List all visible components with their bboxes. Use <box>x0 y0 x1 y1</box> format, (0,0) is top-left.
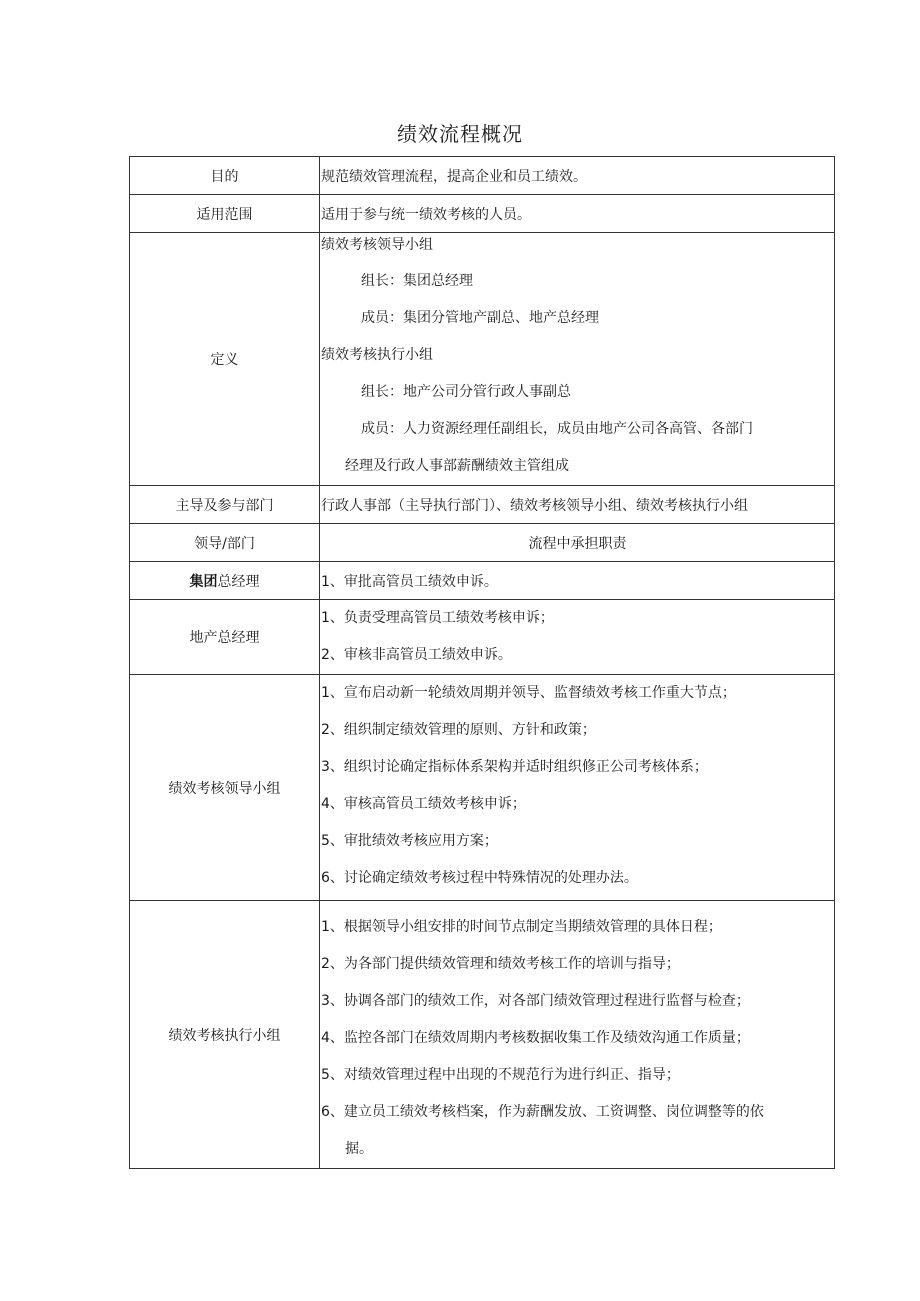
duty-item: 6、建立员工绩效考核档案，作为薪酬发放、工资调整、岗位调整等的依 <box>321 1104 764 1120</box>
scope-label: 适用范围 <box>130 195 320 233</box>
duty-item: 1、根据领导小组安排的时间节点制定当期绩效管理的具体日程； <box>321 919 722 935</box>
group-gm-label <box>130 562 320 600</box>
definition-line: 绩效考核领导小组 <box>321 237 433 253</box>
definition-line: 组长：地产公司分管行政人事副总 <box>361 384 571 400</box>
duty-item: 1、负责受理高管员工绩效考核申诉； <box>321 610 554 626</box>
page-title: 绩效流程概况 <box>397 122 523 146</box>
duty-item: 2、审核非高管员工绩效申诉。 <box>321 647 512 663</box>
process-overview-table <box>129 156 835 1169</box>
duty-item: 6、讨论确定绩效考核过程中特殊情况的处理办法。 <box>321 870 638 886</box>
row-definition <box>130 233 835 486</box>
group-gm-label-rest: 总经理 <box>217 573 260 590</box>
header-leader-dept: 领导/部门 <box>130 524 320 562</box>
realestate-gm-duties <box>320 600 835 675</box>
group-gm-duty: 1、审批高管员工绩效申诉。 <box>320 562 835 600</box>
purpose-label: 目的 <box>130 157 320 195</box>
definition-line: 成员：人力资源经理任副组长，成员由地产公司各高管、各部门 <box>361 421 753 437</box>
row-group-gm <box>130 562 835 600</box>
duty-item: 3、组织讨论确定指标体系架构并适时组织修正公司考核体系； <box>321 759 708 775</box>
row-scope <box>130 195 835 233</box>
row-departments <box>130 486 835 524</box>
definition-line: 组长：集团总经理 <box>361 273 473 289</box>
header-duties: 流程中承担职责 <box>320 524 835 562</box>
duty-item: 5、审批绩效考核应用方案； <box>321 833 498 849</box>
duty-item: 4、监控各部门在绩效周期内考核数据收集工作及绩效沟通工作质量； <box>321 1030 750 1046</box>
group-gm-label-bold: 集团 <box>189 573 218 590</box>
definition-line: 经理及行政人事部薪酬绩效主管组成 <box>345 458 569 474</box>
row-realestate-gm <box>130 600 835 675</box>
duty-item: 5、对绩效管理过程中出现的不规范行为进行纠正、指导； <box>321 1067 680 1083</box>
row-leader-group <box>130 675 835 901</box>
purpose-value: 规范绩效管理流程，提高企业和员工绩效。 <box>320 157 835 195</box>
leader-group-label: 绩效考核领导小组 <box>130 675 320 901</box>
departments-value: 行政人事部（主导执行部门）、绩效考核领导小组、绩效考核执行小组 <box>320 486 835 524</box>
duty-item: 4、审核高管员工绩效考核申诉； <box>321 796 526 812</box>
duty-item: 2、为各部门提供绩效管理和绩效考核工作的培训与指导； <box>321 956 680 972</box>
definition-line: 成员：集团分管地产副总、地产总经理 <box>361 310 599 326</box>
definition-value <box>320 233 835 486</box>
definition-line: 绩效考核执行小组 <box>321 347 433 363</box>
row-exec-group <box>130 901 835 1169</box>
row-purpose <box>130 157 835 195</box>
departments-label: 主导及参与部门 <box>130 486 320 524</box>
leader-group-duties <box>320 675 835 901</box>
scope-value: 适用于参与统一绩效考核的人员。 <box>320 195 835 233</box>
exec-group-label: 绩效考核执行小组 <box>130 901 320 1169</box>
definition-label: 定义 <box>130 233 320 486</box>
duty-item: 1、宣布启动新一轮绩效周期并领导、监督绩效考核工作重大节点； <box>321 685 736 701</box>
exec-group-duties <box>320 901 835 1169</box>
duty-item-continued: 据。 <box>345 1141 373 1157</box>
realestate-gm-label: 地产总经理 <box>130 600 320 675</box>
duty-item: 2、组织制定绩效管理的原则、方针和政策； <box>321 722 596 738</box>
duty-item: 3、协调各部门的绩效工作，对各部门绩效管理过程进行监督与检查； <box>321 993 750 1009</box>
row-header <box>130 524 835 562</box>
